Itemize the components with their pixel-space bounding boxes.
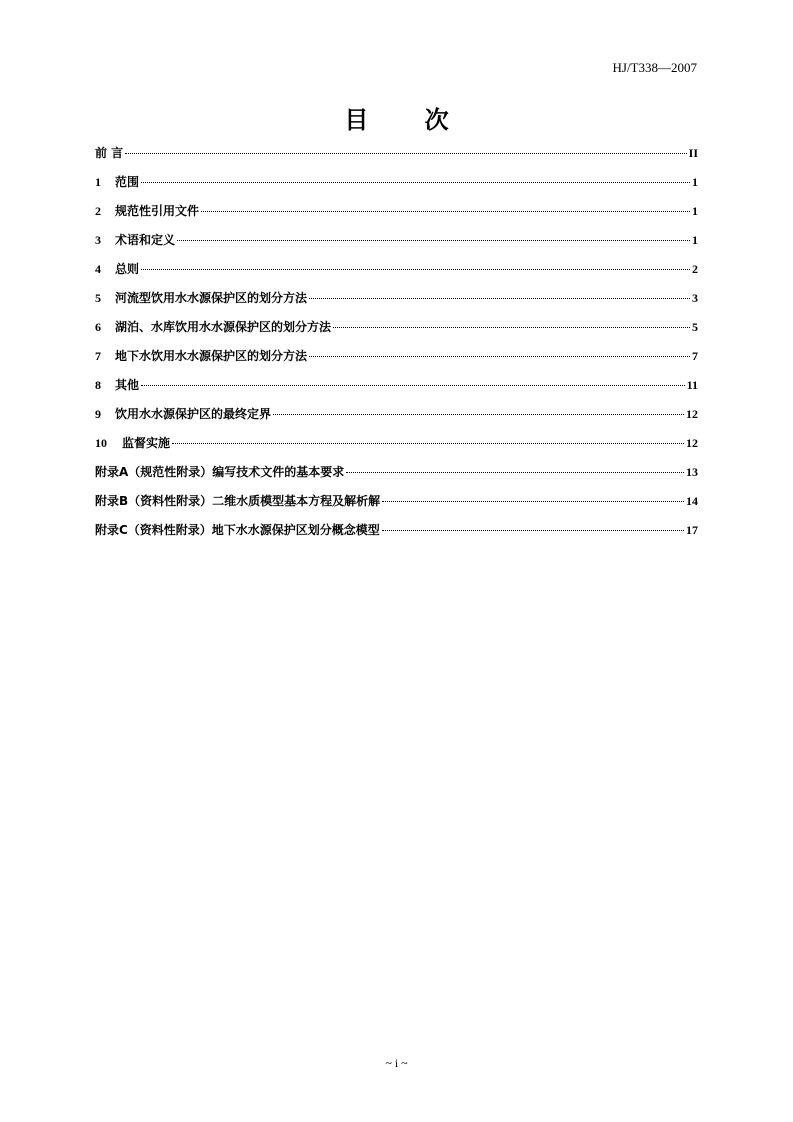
toc-section-number: 5 (95, 291, 101, 305)
toc-page-number: 1 (692, 175, 698, 189)
toc-page-number: 14 (686, 494, 698, 508)
toc-section-number: 2 (95, 204, 101, 218)
toc-section-number: 7 (95, 349, 101, 363)
toc-leader (141, 182, 690, 183)
toc-entry-7[interactable] (95, 347, 698, 376)
toc-entry-appendix-a[interactable] (95, 463, 698, 492)
toc-leader (273, 414, 684, 415)
page-title: 目 次 (344, 106, 473, 134)
toc-leader (309, 298, 690, 299)
toc-entry-4[interactable] (95, 260, 698, 289)
toc-label: 地下水饮用水水源保护区的划分方法 (115, 349, 308, 363)
toc-label: 其他 (115, 378, 140, 392)
toc-label: 规范性引用文件 (115, 204, 200, 218)
toc-leader (125, 153, 686, 154)
toc-page-number: 17 (686, 523, 698, 537)
toc-leader (141, 385, 685, 386)
toc-section-number: 10 (95, 436, 107, 450)
toc-section-number: 4 (95, 262, 101, 276)
toc-label: 湖泊、水库饮用水水源保护区的划分方法 (115, 320, 332, 334)
toc-entry-5[interactable] (95, 289, 698, 318)
toc-entry-appendix-b[interactable] (95, 492, 698, 521)
toc-label: 河流型饮用水水源保护区的划分方法 (115, 291, 308, 305)
toc-entry-6[interactable] (95, 318, 698, 347)
toc-leader (141, 269, 690, 270)
toc-entry-3[interactable] (95, 231, 698, 260)
toc-entry-9[interactable] (95, 405, 698, 434)
toc-leader (382, 501, 684, 502)
toc-label: 前 言 (95, 146, 124, 160)
toc-section-number: 1 (95, 175, 101, 189)
toc-page-number: 12 (686, 436, 698, 450)
toc-label: 饮用水水源保护区的最终定界 (115, 407, 272, 421)
toc-page-number: 3 (692, 291, 698, 305)
toc-entry-foreword[interactable] (95, 144, 698, 173)
standard-code: HJ/T338—2007 (612, 60, 697, 75)
toc-page-number: II (688, 146, 698, 160)
toc-entry-appendix-c[interactable] (95, 521, 698, 550)
toc-entry-2[interactable] (95, 202, 698, 231)
toc-page-number: 12 (686, 407, 698, 421)
toc-page-number: 7 (692, 349, 698, 363)
toc-label: 术语和定义 (115, 233, 176, 247)
toc-label: 附录A（规范性附录）编写技术文件的基本要求 (95, 465, 345, 479)
toc-page-number: 1 (692, 233, 698, 247)
toc-label: 监督实施 (122, 436, 171, 450)
toc-page-number: 11 (686, 378, 698, 392)
toc-entry-1[interactable] (95, 173, 698, 202)
toc-entry-8[interactable] (95, 376, 698, 405)
toc-section-number: 6 (95, 320, 101, 334)
toc-page-number: 5 (692, 320, 698, 334)
toc-section-number: 9 (95, 407, 101, 421)
toc-label: 附录C（资料性附录）地下水水源保护区划分概念模型 (95, 523, 380, 537)
page-footer-marker: ~ i ~ (385, 1056, 408, 1070)
toc-section-number: 3 (95, 233, 101, 247)
toc-leader (172, 443, 684, 444)
toc-leader (309, 356, 690, 357)
toc-leader (201, 211, 690, 212)
toc-leader (382, 530, 684, 531)
table-of-contents (95, 144, 698, 550)
toc-page-number: 13 (686, 465, 698, 479)
toc-section-number: 8 (95, 378, 101, 392)
toc-leader (333, 327, 690, 328)
toc-label: 总则 (115, 262, 140, 276)
toc-label: 范围 (115, 175, 140, 189)
toc-page-number: 2 (692, 262, 698, 276)
toc-page-number: 1 (692, 204, 698, 218)
toc-leader (346, 472, 684, 473)
toc-label: 附录B（资料性附录）二维水质模型基本方程及解析解 (95, 494, 381, 508)
toc-entry-10[interactable] (95, 434, 698, 463)
toc-leader (177, 240, 690, 241)
